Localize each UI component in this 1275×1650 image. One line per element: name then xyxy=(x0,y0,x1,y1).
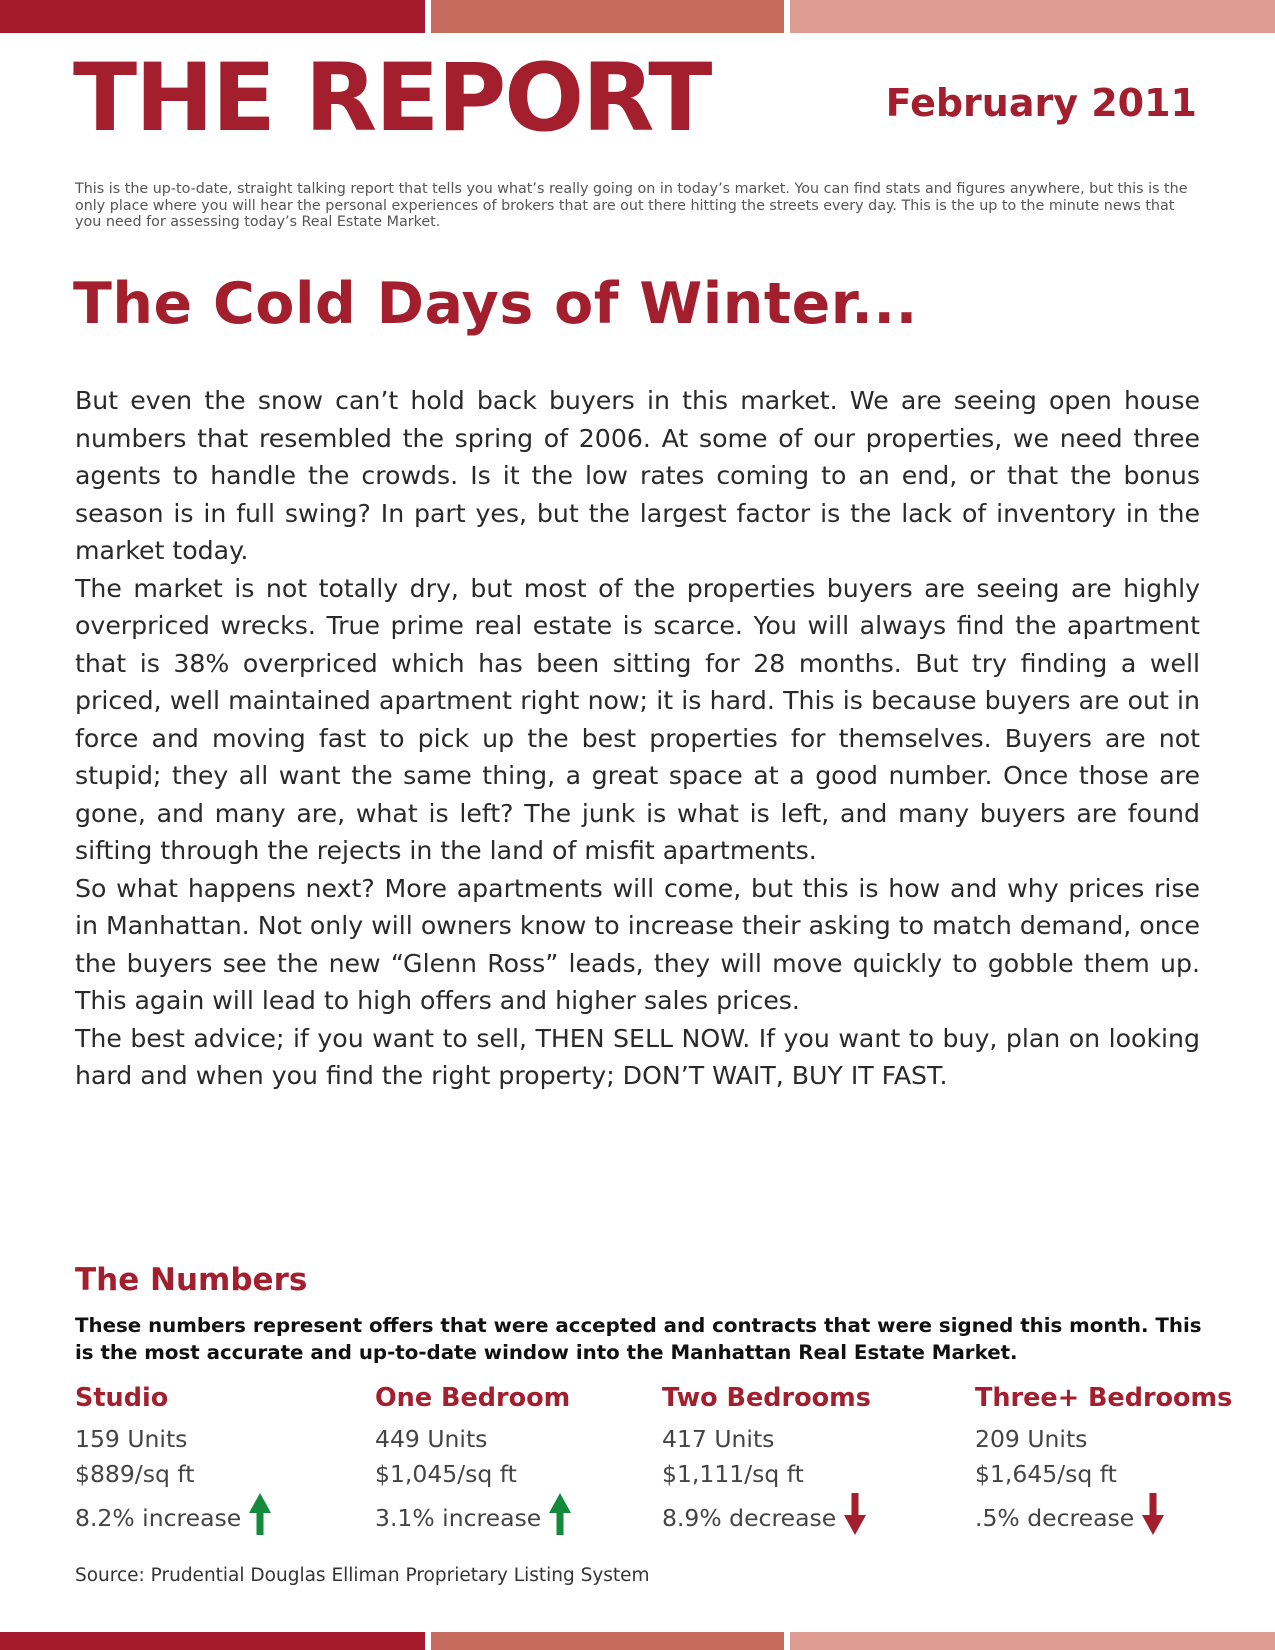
stat-change xyxy=(975,1493,1232,1546)
stat-two-bedrooms xyxy=(662,1383,871,1545)
up-arrow-icon xyxy=(549,1493,571,1546)
bottom-color-bar xyxy=(0,1632,1275,1650)
top-bar-segment-mid xyxy=(431,0,784,33)
stat-price: $1,045/sq ft xyxy=(375,1460,517,1488)
stat-change xyxy=(375,1493,571,1546)
stat-type: Two Bedrooms xyxy=(662,1383,871,1413)
stat-change xyxy=(662,1493,871,1546)
stat-one-bedroom xyxy=(375,1383,571,1545)
article-paragraph: The best advice; if you want to sell, THEN SELL NOW. If you want to buy, plan on looking hard and when you find the right property; DON’T WAIT, BUY IT FAST. xyxy=(75,1023,1200,1090)
stat-type: Studio xyxy=(75,1383,169,1413)
top-color-bar xyxy=(0,0,1275,33)
top-bar-segment-light xyxy=(790,0,1275,33)
stat-price: $1,111/sq ft xyxy=(662,1460,804,1488)
bottom-bar-segment-mid xyxy=(431,1632,784,1650)
bottom-bar-segment-dark xyxy=(0,1632,425,1650)
article-paragraph: The market is not totally dry, but most of the properties buyers are seeing are highly overpriced wrecks. True prime real estate is scarce. You will always find the apartment that is 38% overpriced which has been sitting for 28 months. But try finding a well priced, well maintained apartment right now; it is hard. This is because buyers are out in force and moving fast to pick up the best properties for themselves. Buyers are not stupid; they all want the same thing, a great space at a good number. Once those are gone, and many are, what is left? The junk is what is left, and many buyers are found sifting through the rejects in the land of misfit apartments. xyxy=(75,573,1200,865)
stat-change-text: .5% decrease xyxy=(975,1504,1135,1532)
stat-change-text: 3.1% increase xyxy=(375,1504,542,1532)
stat-type: One Bedroom xyxy=(375,1383,571,1413)
article-body xyxy=(75,382,1200,1095)
stat-price: $889/sq ft xyxy=(75,1460,195,1488)
up-arrow-icon xyxy=(249,1493,271,1546)
intro-text: This is the up-to-date, straight talking report that tells you what’s really going on in today’s market. You can find stats and figures anywhere, but this is the only place where you will hear the personal experiences of brokers that are out there hitting the streets every day. This is the up to the minute news that you need for assessing today’s Real Estate Market. xyxy=(75,181,1188,230)
numbers-description: These numbers represent offers that were accepted and contracts that were signed this month. This is the most accurate and up-to-date window into the Manhattan Real Estate Market. xyxy=(75,1314,1202,1364)
report-title: THE REPORT xyxy=(73,44,711,153)
bottom-bar-segment-light xyxy=(790,1632,1275,1650)
stat-units: 449 Units xyxy=(375,1424,488,1453)
top-bar-segment-dark xyxy=(0,0,425,33)
article-paragraph: So what happens next? More apartments will come, but this is how and why prices rise in Manhattan. Not only will owners know to increase their asking to match demand, once the buyers see the new “Glenn Ross” leads, they will move quickly to gobble them up. This again will lead to high offers and higher sales prices. xyxy=(75,873,1200,1015)
stat-change-text: 8.2% increase xyxy=(75,1504,242,1532)
numbers-section-title: The Numbers xyxy=(75,1262,308,1298)
stat-three-plus-bedrooms xyxy=(975,1383,1233,1545)
stat-price: $1,645/sq ft xyxy=(975,1460,1117,1488)
source-note: Source: Prudential Douglas Elliman Proprietary Listing System xyxy=(75,1565,650,1586)
stat-change-text: 8.9% decrease xyxy=(662,1504,837,1532)
stat-units: 209 Units xyxy=(975,1424,1088,1453)
stat-units: 417 Units xyxy=(662,1424,775,1453)
stat-units: 159 Units xyxy=(75,1424,188,1453)
stat-type: Three+ Bedrooms xyxy=(975,1383,1233,1413)
down-arrow-icon xyxy=(1142,1493,1164,1546)
issue-date: February 2011 xyxy=(885,81,1197,125)
stat-change xyxy=(75,1493,271,1546)
stat-studio xyxy=(75,1383,271,1545)
article-headline: The Cold Days of Winter... xyxy=(73,271,918,337)
down-arrow-icon xyxy=(844,1493,866,1546)
article-paragraph: But even the snow can’t hold back buyers in this market. We are seeing open house numbers that resembled the spring of 2006. At some of our properties, we need three agents to handle the crowds. Is it the low rates coming to an end, or that the bonus season is in full swing? In part yes, but the largest factor is the lack of inventory in the market today. xyxy=(75,386,1200,565)
